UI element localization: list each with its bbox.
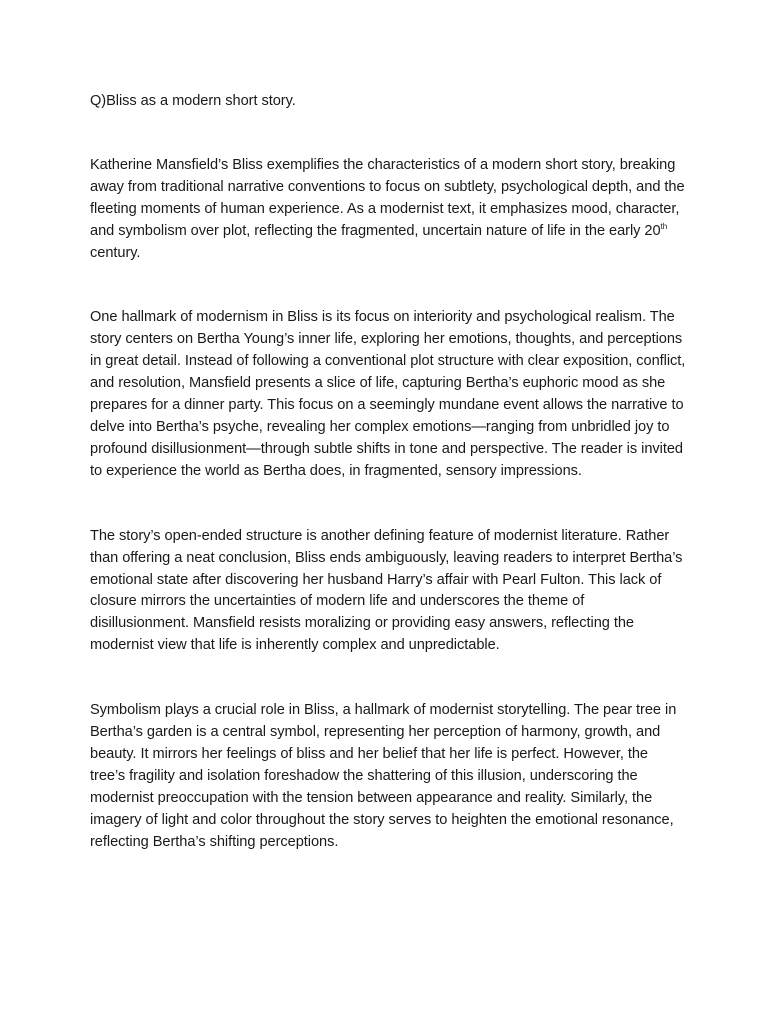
body-paragraph-interiority: One hallmark of modernism in Bliss is its focus on interiority and psychological realism. The story centers on Bertha Young’s inner life, exploring her emotions, thoughts, and perceptions in great detail. Instead of following a conventional plot structure with clear exposition, conflict, and resolution, Mansfield presents a slice of life, capturing Bertha’s euphoric mood as she prepares for a dinner party. This focus on a seemingly mundane event allows the narrative to delve into Bertha’s psyche, revealing her complex emotions—ranging from unbridled joy to profound disillusionment—through subtle shifts in tone and perspective. The reader is invited to experience the world as Bertha does, in fragmented, sensory impressions. (90, 309, 686, 479)
intro-paragraph (90, 155, 686, 265)
body-paragraph-structure: The story’s open-ended structure is another defining feature of modernist literature. Rather than offering a neat conclusion, Bliss ends ambiguously, leaving readers to interpret Bertha’s emotional state after discovering her husband Harry’s affair with Pearl Fulton. This lack of closure mirrors the uncertainties of modern life and underscores the theme of disillusionment. Mansfield resists moralizing or providing easy answers, reflecting the modernist view that life is inherently complex and unpredictable. (90, 527, 683, 654)
intro-text-end: century. (90, 244, 141, 261)
document-body (90, 91, 686, 896)
question-heading: Q)Bliss as a modern short story. (90, 93, 296, 109)
ordinal-superscript: th (660, 221, 668, 231)
intro-text: Katherine Mansfield’s Bliss exemplifies the characteristics of a modern short story, breaking away from traditional narrative conventions to focus on subtlety, psychological depth, and the fleeting moments of human experience. As a modernist text, it emphasizes mood, character, and symbolism over plot, reflecting the fragmented, uncertain nature of life in the early 20 (90, 156, 685, 239)
body-paragraph-symbolism: Symbolism plays a crucial role in Bliss, a hallmark of modernist storytelling. The pear tree in Bertha’s garden is a central symbol, representing her perception of harmony, growth, and beauty. It mirrors her feelings of bliss and her belief that her life is perfect. However, the tree’s fragility and isolation foreshadow the shattering of this illusion, underscoring the modernist preoccupation with the tension between appearance and reality. Similarly, the imagery of light and color throughout the story serves to heighten the emotional resonance, reflecting Bertha’s shifting perceptions. (90, 702, 677, 850)
